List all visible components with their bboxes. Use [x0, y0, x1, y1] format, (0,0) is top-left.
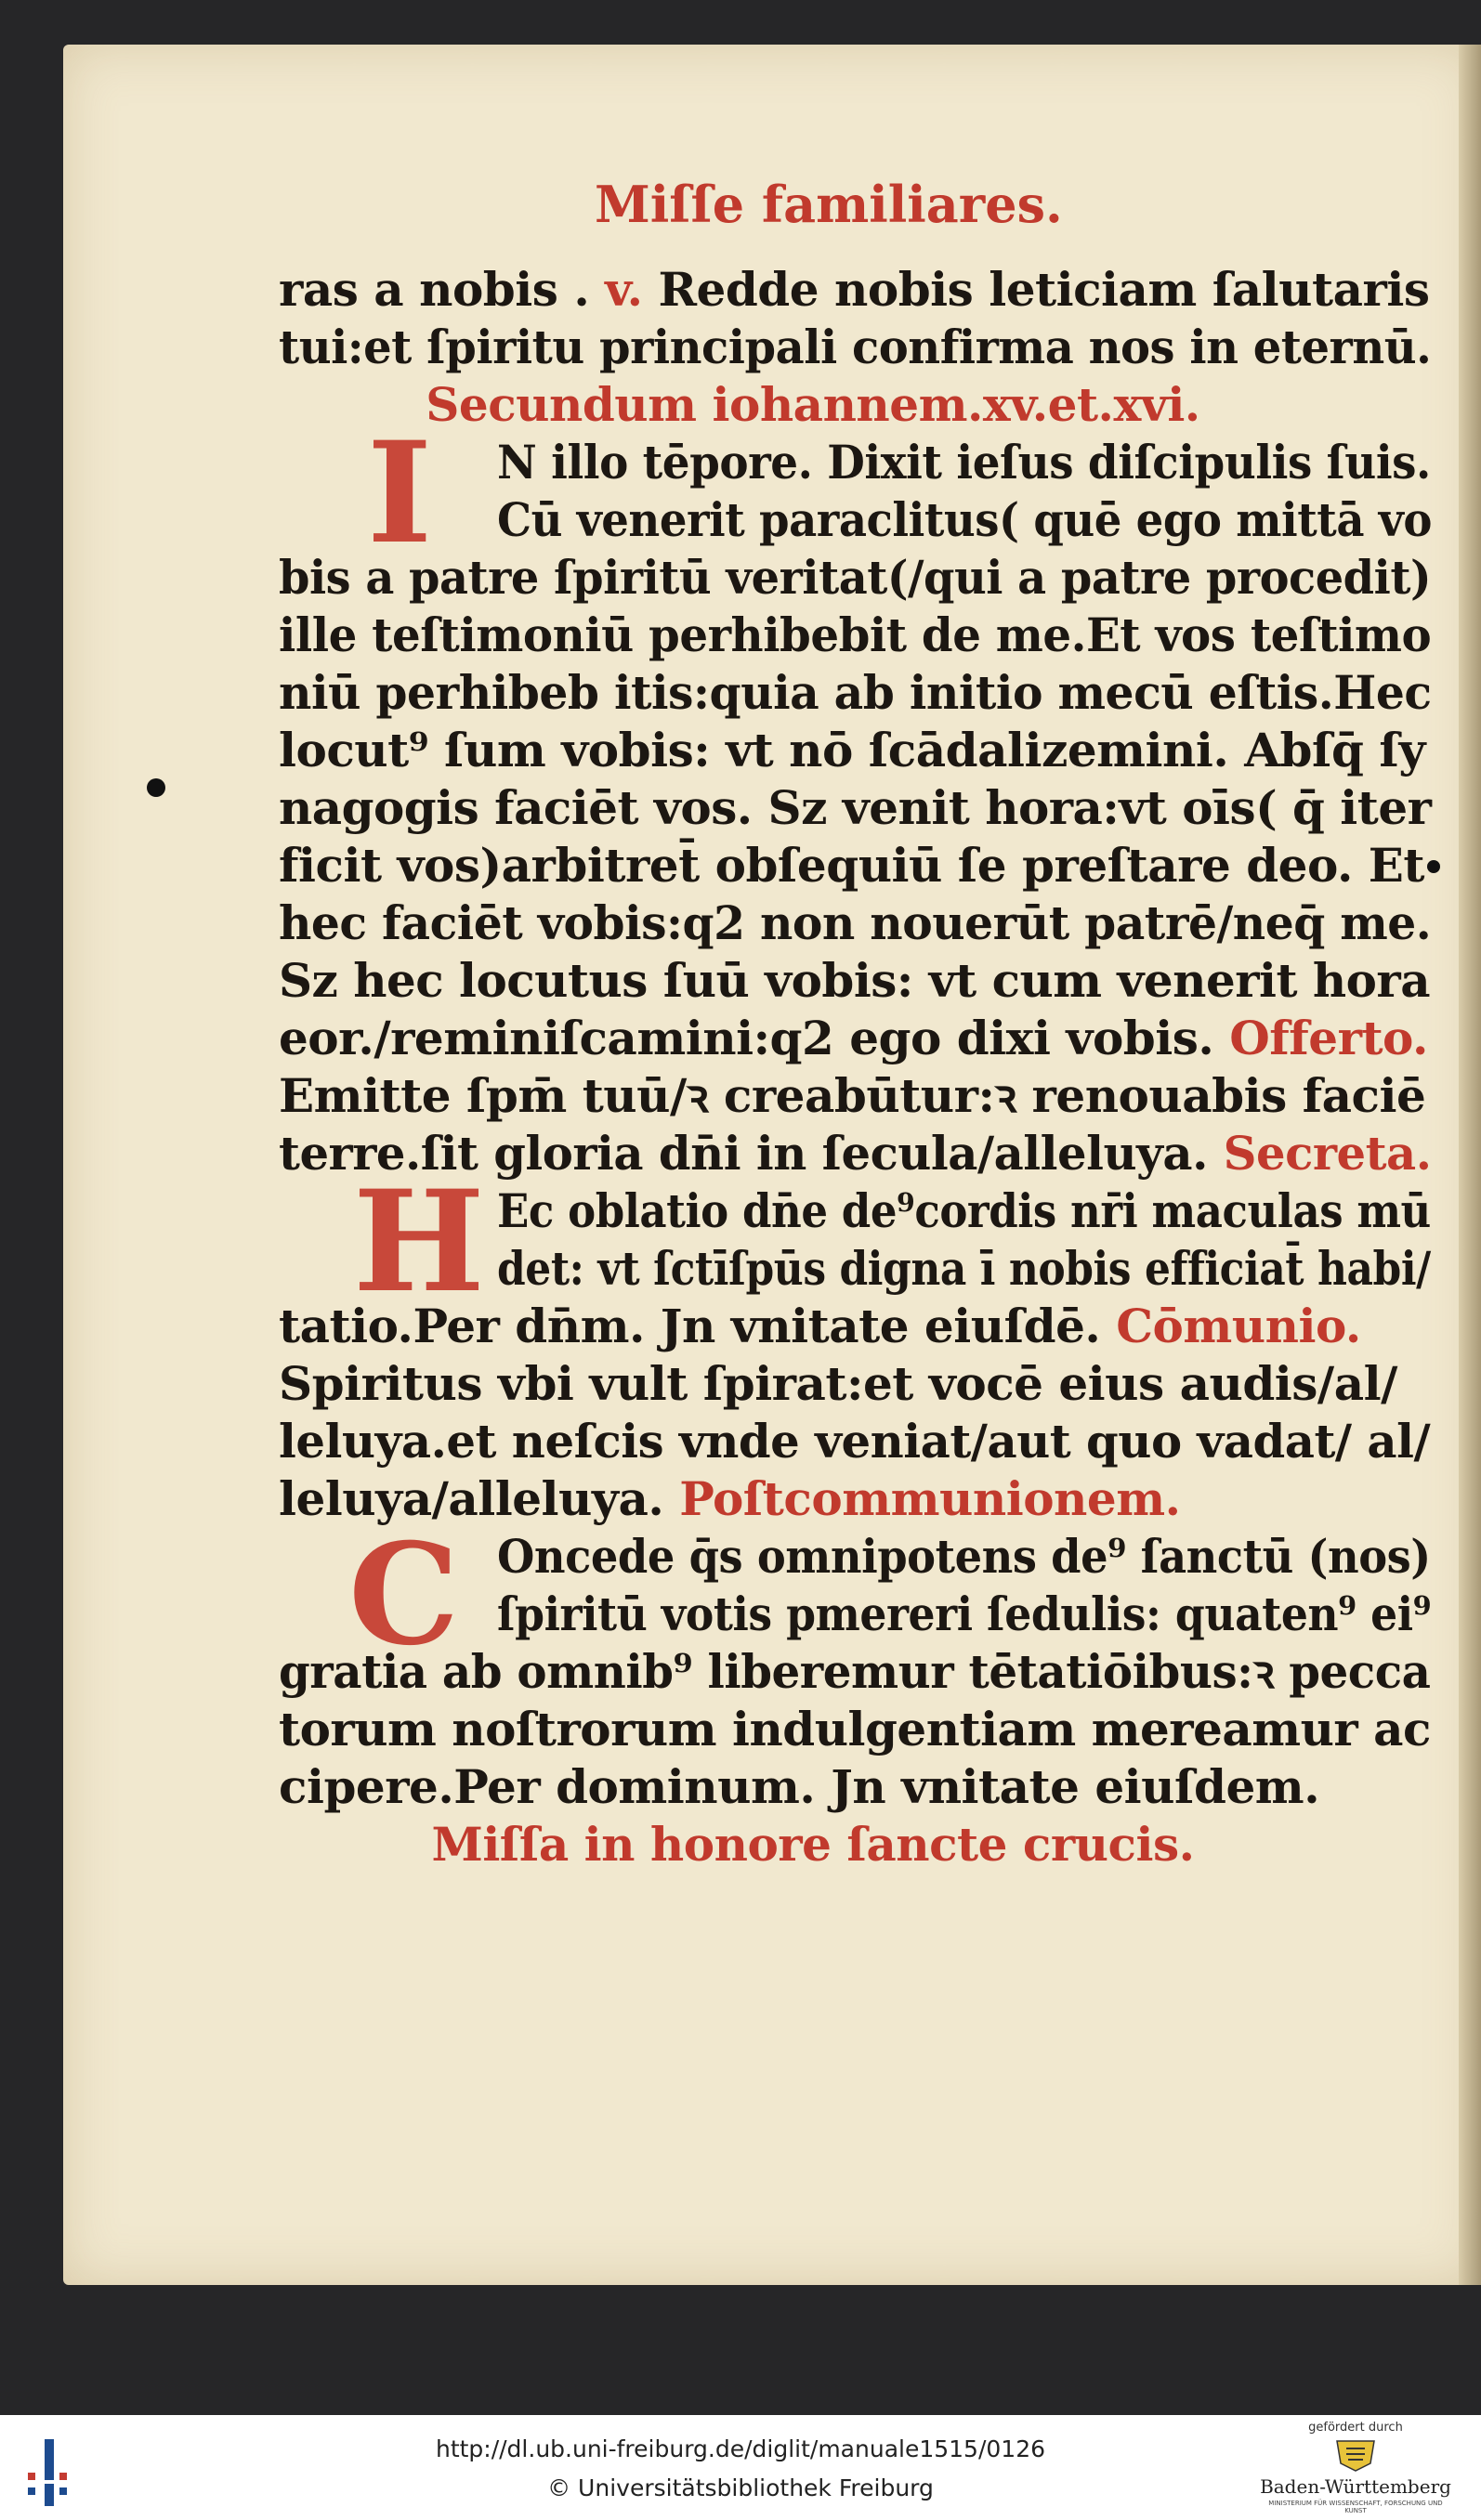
rubric-text: Cōmunio. [1116, 1299, 1361, 1353]
crest-icon [1328, 2435, 1383, 2473]
text-line [279, 606, 1432, 665]
body-text: Oncede q̄s omnipotens de⁹ ſanctū (nos) [497, 1529, 1431, 1584]
body-text: Cū venerit paraclitus( quē ego mittā vo [497, 492, 1432, 547]
rubric-text: Secreta. [1223, 1126, 1432, 1181]
sponsor-logo [1258, 2415, 1453, 2520]
text-line [497, 1239, 1431, 1299]
body-text: hec faciēt vobis:q2 non nouerūt patrē/neq̄ me. [279, 895, 1432, 950]
body-text: locut⁹ ſum vobis: vt nō ſcādalizemini. Abſq̄ ſy [279, 723, 1425, 777]
text-line [279, 375, 1347, 435]
body-text: Spiritus vbi vult ſpirat:et vocē eius audis/al/ [279, 1356, 1397, 1411]
rubric-text: Offerto. [1229, 1011, 1428, 1065]
sponsor-ministry: MINISTERIUM FÜR WISSENSCHAFT, FORSCHUNG UND KUNST [1268, 2500, 1443, 2514]
footer-copyright: © Universitätsbibliothek Freiburg [547, 2474, 934, 2501]
text-line [497, 1527, 1431, 1586]
text-line [279, 721, 1431, 780]
text-line [279, 663, 1432, 723]
body-text: ras a nobis . [279, 262, 606, 317]
body-text: niū perhibeb itis:quia ab initio mecū eſtis.Hec [279, 665, 1432, 720]
sponsor-name: Baden-Württemberg [1260, 2475, 1451, 2498]
body-text: det: vt ſctīſpūs digna ī nobis efficiat̄ habi/ [497, 1241, 1431, 1296]
initial-capital-c: C [348, 1513, 460, 1677]
body-text: gratia ab omnib⁹ liberemur tētatiōibus:ꝛ pecca [279, 1644, 1431, 1699]
text-line [279, 1412, 1431, 1471]
body-text: ſpiritū votis pmereri ſedulis: quaten⁹ ei⁹ [497, 1586, 1432, 1641]
text-line [497, 1182, 1431, 1241]
text-line [279, 894, 1432, 953]
text-line [279, 1354, 1431, 1414]
rubric-text: Secundum iohannem.xv.et.xvi. [426, 377, 1200, 432]
body-text: ficit vos)arbitret̄ obſequiū ſe preſtare deo. Et [279, 838, 1424, 893]
ink-spot [147, 778, 165, 797]
body-text: cipere.Per dominum. Jn vnitate eiuſdem. [279, 1759, 1320, 1814]
text-line [279, 778, 1432, 838]
body-text: eor./reminiſcamini:q2 ego dixi vobis. [279, 1011, 1230, 1065]
text-line [279, 951, 1429, 1011]
text-line [279, 1009, 1431, 1068]
initial-capital-i: I [367, 411, 433, 575]
text-line [279, 1757, 1431, 1817]
footer [0, 2415, 1481, 2520]
text-line [497, 433, 1431, 492]
text-line [279, 260, 1431, 320]
text-line [497, 490, 1432, 550]
body-text: Ec oblatio dn̄e de⁹cordis nr̄i maculas mū [497, 1183, 1431, 1238]
body-text: Redde nobis leticiam ſalutaris [642, 262, 1430, 317]
body-text: Sz hec locutus ſuū vobis: vt cum venerit hora [279, 953, 1431, 1008]
body-text: leluya.et neſcis vnde veniat/aut quo vadat/ al/ [279, 1414, 1431, 1469]
text-line [279, 548, 1432, 607]
body-text: bis a patre ſpiritū veritat(/qui a patre procedit) [279, 550, 1432, 605]
body-text: tatio.Per dn̄m. Jn vnitate eiuſdē. [279, 1299, 1117, 1353]
text-line [279, 836, 1431, 895]
text-line [279, 1700, 1430, 1759]
body-text: Emitte ſpm̄ tuū/ꝛ creabūtur:ꝛ renouabis faciē [279, 1068, 1426, 1123]
body-text: leluya/alleluya. [279, 1471, 680, 1526]
body-text: torum noſtrorum indulgentiam mereamur ac [279, 1702, 1431, 1756]
rubric-text: Miſſa in honore ſancte crucis. [431, 1817, 1195, 1872]
text-line [279, 318, 1432, 377]
footer-url-link[interactable]: http://dl.ub.uni-freiburg.de/diglit/manuale1515/0126 [435, 2435, 1046, 2462]
body-text: nagogis faciēt vos. Sz venit hora:vt oīs( q̄ iter [279, 780, 1432, 835]
page-edge [1459, 45, 1481, 2285]
sponsor-top-text: gefördert durch [1308, 2421, 1403, 2435]
rubric-text: Poſtcommunionem. [679, 1471, 1181, 1526]
body-text: N illo tēpore. Dixit ieſus diſcipulis ſuis. [497, 435, 1431, 490]
text-line [279, 1066, 1431, 1126]
body-text: terre.ſit gloria dn̄i in ſecula/alleluya. [279, 1126, 1224, 1181]
text-line [497, 1585, 1432, 1644]
initial-capital-h: H [353, 1160, 485, 1324]
body-text: ille teſtimoniū perhibebit de me.Et vos teſtimo [279, 607, 1432, 662]
header-rubric: Miſſe familiares. [595, 175, 1063, 234]
text-line [279, 1815, 1347, 1874]
rubric-text: v. [605, 262, 643, 317]
body-text: tui:et ſpiritu principali confirma nos in eternū. [279, 320, 1432, 374]
